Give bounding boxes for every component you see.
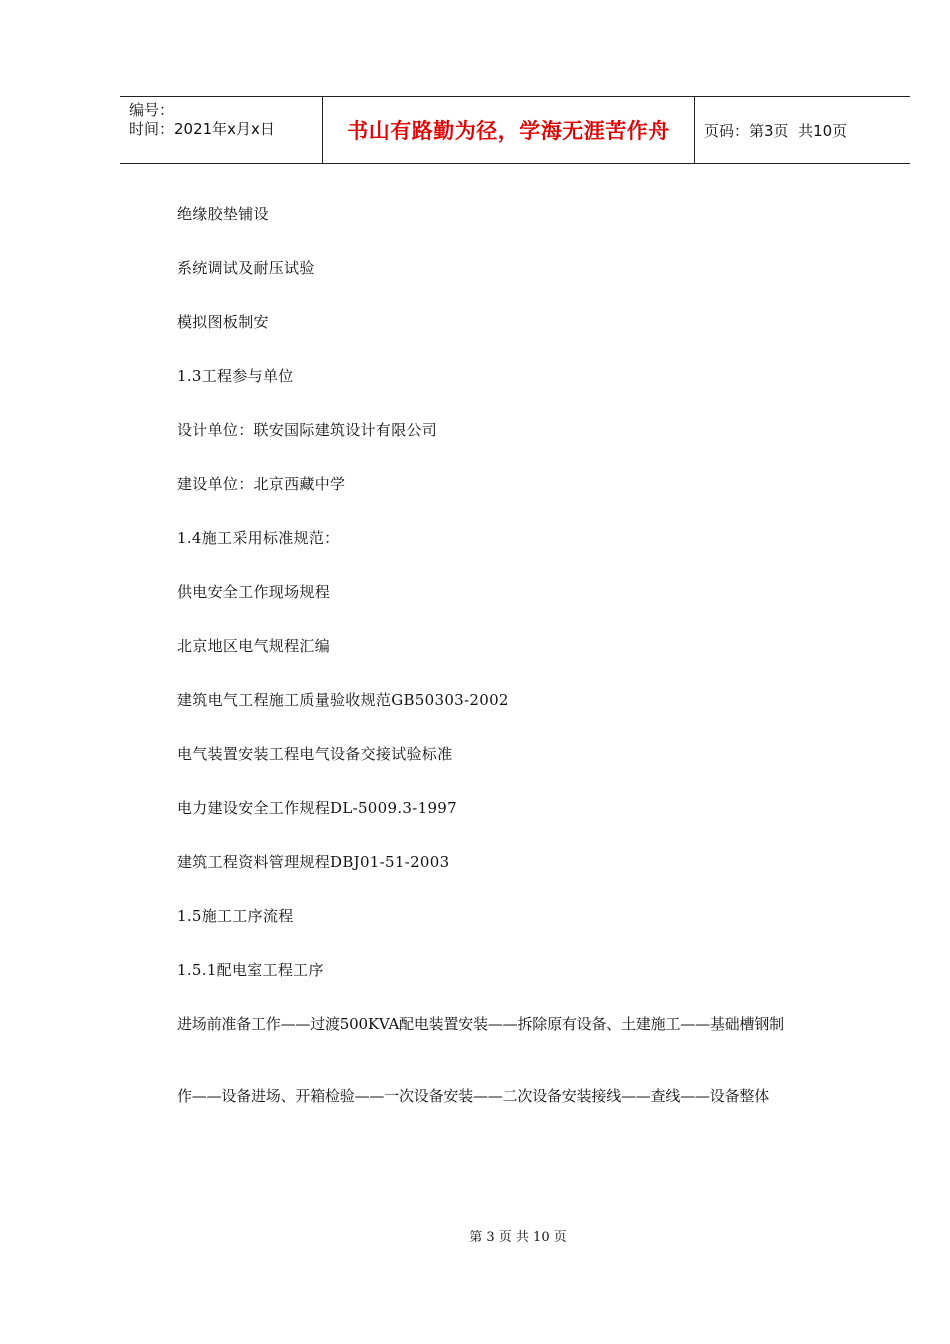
document-header xyxy=(120,96,910,164)
section-heading: 1.5.1配电室工程工序 xyxy=(177,961,324,979)
code-label: 编号： xyxy=(129,101,175,119)
paragraph: 供电安全工作现场规程 xyxy=(177,583,331,601)
header-motto: 书山有路勤为径，学海无涯苦作舟 xyxy=(322,97,695,163)
paragraph: 电气装置安装工程电气设备交接试验标准 xyxy=(177,745,453,763)
paragraph: 建设单位：北京西藏中学 xyxy=(177,475,346,493)
document-body xyxy=(177,204,867,1140)
paragraph: 模拟图板制安 xyxy=(177,313,269,331)
section-heading: 1.4施工采用标准规范： xyxy=(177,529,340,547)
page-label: 页码：第3页 共10页 xyxy=(704,121,848,140)
paragraph: 北京地区电气规程汇编 xyxy=(177,637,331,655)
header-meta xyxy=(120,97,322,163)
paragraph: 设计单位：联安国际建筑设计有限公司 xyxy=(177,421,438,439)
paragraph: 绝缘胶垫铺设 xyxy=(177,205,269,223)
section-heading: 1.3工程参与单位 xyxy=(177,367,294,385)
paragraph: 系统调试及耐压试验 xyxy=(177,259,315,277)
paragraph: 进场前准备工作——过渡500KVA配电装置安装——拆除原有设备、土建施工——基础槽钢制 xyxy=(177,1015,784,1033)
header-page-info xyxy=(695,97,910,163)
section-heading: 1.5施工工序流程 xyxy=(177,907,294,925)
paragraph: 建筑工程资料管理规程DBJ01-51-2003 xyxy=(177,853,450,871)
paragraph: 建筑电气工程施工质量验收规范GB50303-2002 xyxy=(177,691,509,709)
page-footer: 第 3 页 共 10 页 xyxy=(469,1230,567,1245)
paragraph: 电力建设安全工作规程DL-5009.3-1997 xyxy=(177,799,457,817)
paragraph: 作——设备进场、开箱检验——一次设备安装——二次设备安装接线——查线——设备整体 xyxy=(177,1087,770,1105)
time-label: 时间：2021年x月x日 xyxy=(129,120,275,138)
